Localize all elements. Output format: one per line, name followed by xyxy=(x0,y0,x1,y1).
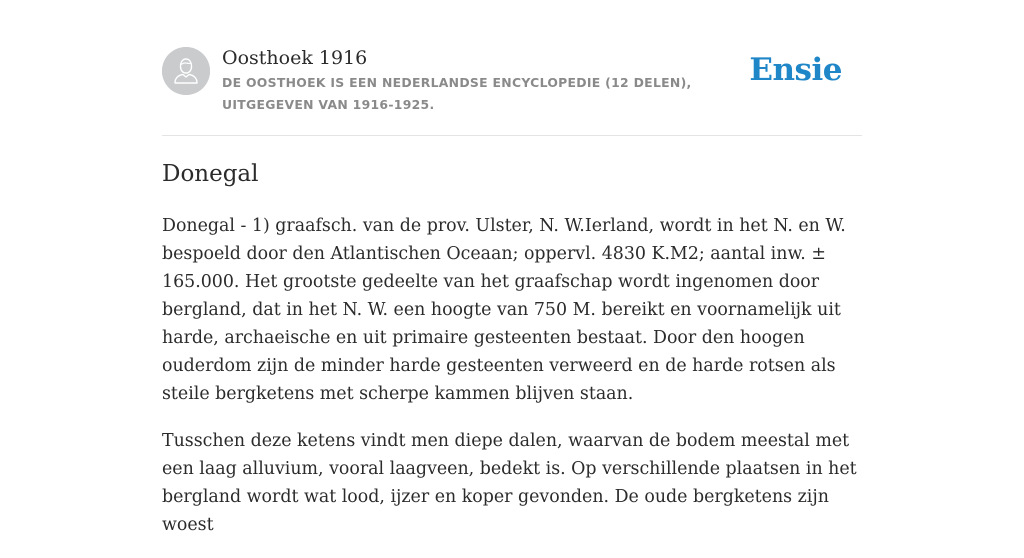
article-paragraph: Donegal - 1) graafsch. van de prov. Ulster, N. W.Ierland, wordt in het N. en W. bespoeld door den Atlantischen Oceaan; oppervl. 4830 K.M2; aantal inw. ± 165.000. Het grootste gedeelte van het graafschap wordt ingenomen door bergland, dat in het N. W. een hoogte van 750 M. bereikt en voornamelijk uit harde, archaeische en uit primaire gesteenten bestaat. Door den hoogen ouderdom zijn de minder harde gesteenten verweerd en de harde rotsen als steile bergketens met scherpe kammen blijven staan. xyxy=(162,216,846,404)
article-body xyxy=(162,212,872,558)
user-avatar-icon xyxy=(162,47,210,95)
source-name[interactable]: Oosthoek 1916 xyxy=(222,47,368,69)
brand-logo[interactable]: Ensie xyxy=(749,52,842,88)
source-header xyxy=(162,46,862,136)
source-description: DE OOSTHOEK IS EEN NEDERLANDSE ENCYCLOPEDIE (12 DELEN), UITGEGEVEN VAN 1916-1925. xyxy=(222,75,692,112)
header-divider xyxy=(162,135,862,136)
source-avatar[interactable] xyxy=(162,47,210,95)
article-paragraph: Tusschen deze ketens vindt men diepe dalen, waarvan de bodem meestal met een laag alluvium, vooral laagveen, bedekt is. Op verschillende plaatsen in het bergland wordt wat lood, ijzer en koper gevonden. De oude bergketens zijn woest xyxy=(162,431,857,535)
article-title: Donegal xyxy=(162,161,259,187)
